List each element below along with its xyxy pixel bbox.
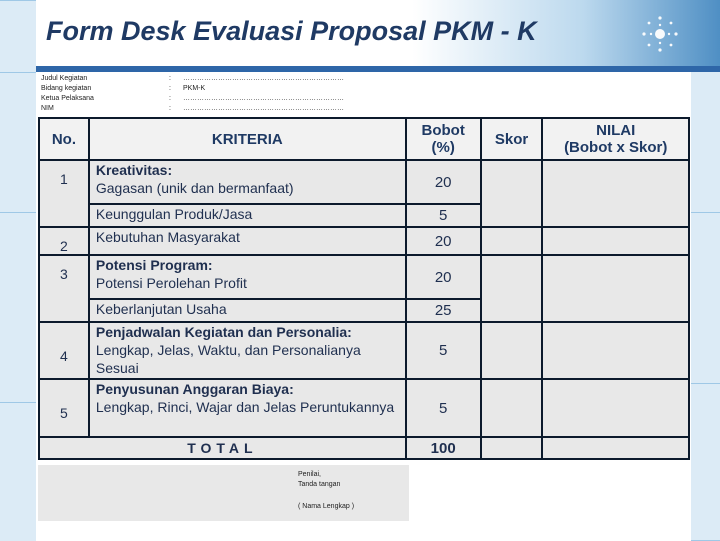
criteria-item: Keberlanjutan Usaha [95, 301, 227, 317]
info-colon: : [169, 105, 171, 112]
criteria-heading: Potensi Program: [95, 257, 213, 273]
skor-cell[interactable] [481, 322, 543, 379]
slide-title: Form Desk Evaluasi Proposal PKM - K [46, 16, 537, 46]
sparkle-icon [636, 10, 684, 58]
nilai-cell[interactable] [542, 322, 689, 379]
total-row [39, 437, 689, 459]
header-no: No. [39, 118, 89, 160]
criteria-heading: Kreativitas: [95, 162, 173, 178]
info-colon: : [169, 75, 171, 82]
skor-cell[interactable] [481, 160, 543, 227]
nilai-cell[interactable] [542, 255, 689, 322]
skor-cell[interactable] [481, 379, 543, 437]
info-row [41, 105, 391, 114]
signature-block [38, 465, 409, 521]
signature-line2: Tanda tangan [298, 481, 341, 488]
nilai-cell[interactable] [542, 160, 689, 227]
criteria-heading: Penjadwalan Kegiatan dan Personalia: [95, 324, 352, 340]
criteria-cell [89, 227, 406, 255]
skor-cell[interactable] [481, 227, 543, 255]
skor-cell[interactable] [481, 255, 543, 322]
criteria-cell [89, 322, 406, 379]
info-value: PKM-K [183, 85, 206, 92]
header-skor: Skor [481, 118, 543, 160]
total-nilai-cell[interactable] [542, 437, 689, 459]
nilai-cell[interactable] [542, 379, 689, 437]
title-underline [36, 66, 720, 72]
row-number: 2 [39, 227, 89, 255]
info-row [41, 95, 391, 104]
info-key: Judul Kegiatan [41, 75, 88, 82]
criteria-item: Kebutuhan Masyarakat [95, 229, 240, 245]
header-bobot [406, 118, 481, 160]
header-nilai-line1: NILAI [596, 122, 636, 139]
bobot-value: 5 [406, 204, 481, 227]
info-key: Bidang kegiatan [41, 85, 92, 92]
table-row [39, 227, 689, 255]
criteria-item: Potensi Perolehan Profit [95, 275, 247, 291]
info-row [41, 85, 391, 94]
row-number: 5 [39, 379, 89, 437]
info-value: …………………………………………………………… [183, 75, 344, 82]
total-skor-cell[interactable] [481, 437, 543, 459]
proposal-info [38, 73, 392, 117]
criteria-heading: Penyusunan Anggaran Biaya: [95, 381, 294, 397]
bobot-value: 20 [406, 160, 481, 204]
criteria-item: Lengkap, Jelas, Waktu, dan Personalianya Sesuai [95, 342, 361, 376]
criteria-item: Lengkap, Rinci, Wajar dan Jelas Peruntukannya [95, 399, 395, 415]
bobot-value: 25 [406, 299, 481, 322]
table-row [39, 160, 689, 204]
row-number: 3 [39, 255, 89, 322]
bobot-value: 5 [406, 322, 481, 379]
info-key: Ketua Pelaksana [41, 95, 94, 102]
bobot-value: 5 [406, 379, 481, 437]
table-header-row [39, 118, 689, 160]
info-value: …………………………………………………………… [183, 105, 344, 112]
criteria-cell [89, 160, 406, 204]
criteria-item: Gagasan (unik dan bermanfaat) [95, 180, 294, 196]
table-row [39, 322, 689, 379]
header-bobot-line2: (%) [431, 139, 455, 156]
criteria-cell [89, 255, 406, 299]
total-value: 100 [406, 437, 481, 459]
table-row [39, 255, 689, 299]
info-key: NIM [41, 105, 54, 112]
criteria-cell [89, 299, 406, 322]
info-colon: : [169, 85, 171, 92]
header-nilai [542, 118, 689, 160]
header-kriteria: KRITERIA [89, 118, 406, 160]
bobot-value: 20 [406, 227, 481, 255]
criteria-table [38, 117, 690, 460]
nilai-cell[interactable] [542, 227, 689, 255]
criteria-item: Keunggulan Produk/Jasa [95, 206, 253, 222]
row-number: 4 [39, 322, 89, 379]
info-colon: : [169, 95, 171, 102]
total-label: TOTAL [39, 437, 406, 459]
signature-line1: Penilai, [298, 471, 321, 478]
row-number: 1 [39, 160, 89, 227]
left-decor-rail [0, 0, 36, 540]
criteria-cell [89, 379, 406, 437]
header-bobot-line1: Bobot [421, 122, 465, 139]
table-row [39, 379, 689, 437]
info-row [41, 75, 391, 84]
info-value: …………………………………………………………… [183, 95, 344, 102]
bobot-value: 20 [406, 255, 481, 299]
header-nilai-line2: (Bobot x Skor) [564, 139, 668, 156]
right-decor-rail [691, 72, 720, 540]
signature-name: ( Nama Lengkap ) [298, 503, 355, 510]
criteria-cell [89, 204, 406, 227]
